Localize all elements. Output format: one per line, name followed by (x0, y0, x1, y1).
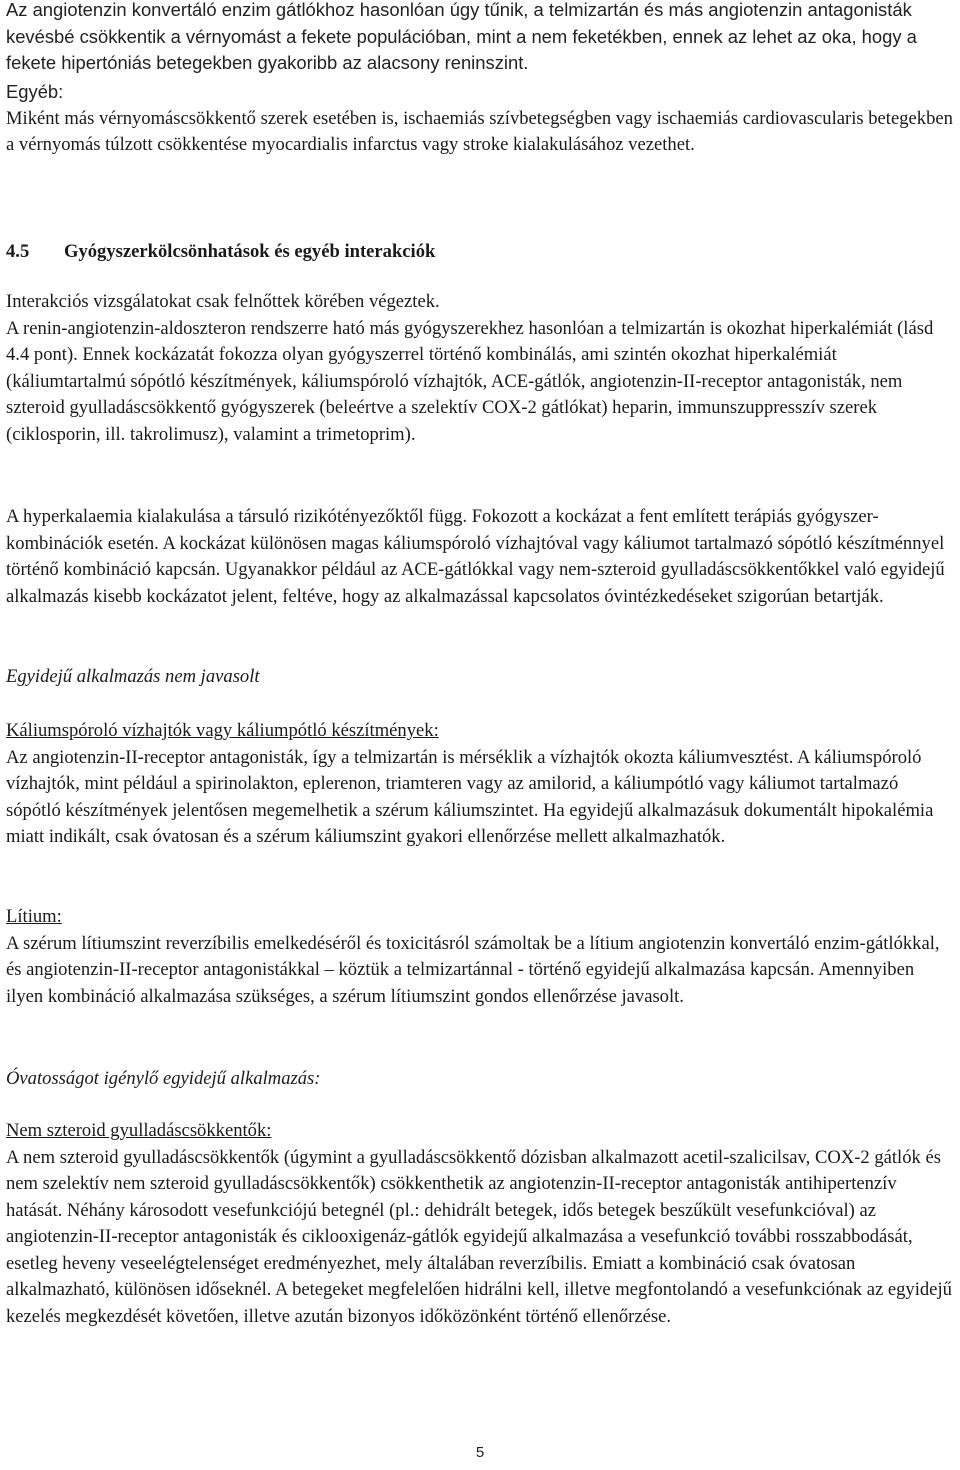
potassium-section (6, 718, 954, 851)
potassium-label: Káliumspóroló vízhajtók vagy káliumpótló készítmények: (6, 720, 439, 741)
nsaid-section (6, 1118, 954, 1330)
paragraph-hyperkalaemia: A hyperkalaemia kialakulása a társuló rizikótényezőktől függ. Fokozott a kockázat a fent említett terápiás gyógyszer-kombinációk esetén. A kockázat különösen magas káliumspóroló vízhajtóval vagy káliumot tartalmazó sópótló készítménnyel történő kombináció kapcsán. Ugyanakkor például az ACE-gátlókkal vagy nem-szteroid gyulladáscsökkentőkkel való egyidejű alkalmazás kisebb kockázatot jelent, feltéve, hogy az alkalmazással kapcsolatos óvintézkedéseket szigorúan betartják. (6, 506, 945, 607)
nsaid-label: Nem szteroid gyulladáscsökkentők: (6, 1120, 272, 1141)
lithium-section (6, 904, 954, 1010)
page-number: 5 (475, 1444, 485, 1461)
section-heading (6, 239, 954, 266)
caution-heading: Óvatosságot igénylő egyidejű alkalmazás: (6, 1068, 321, 1089)
paragraph-hyperkalemia-risk: A renin-angiotenzin-aldoszteron rendszerre ható más gyógyszerekhez hasonlóan a telmizartán is okozhat hiperkalémiát (lásd 4.4 pont). Ennek kockázatát fokozza olyan gyógyszerrel történő kombinálás, ami szintén okozhat hiperkalémiát (káliumtartalmú sópótló készítmények, káliumspóroló vízhajtók, ACE-gátlók, angiotenzin-II-receptor antagonisták, nem szteroid gyulladáscsökkentő gyógyszerek (beleértve a szelektív COX-2 gátlókat) heparin, immunszuppresszív szerek (ciklosporin, ill. takrolimusz), valamint a trimetoprim). (6, 317, 934, 445)
not-recommended-heading: Egyidejű alkalmazás nem javasolt (6, 666, 260, 687)
potassium-paragraph: Az angiotenzin-II-receptor antagonisták, így a telmizartán is mérséklik a vízhajtók okozta káliumvesztést. A káliumspóroló vízhajtók, mint például a spirinolakton, eplerenon, triamteren vagy az amilorid, a káliumpótló vagy káliumot tartalmazó sópótló készítmények jelentősen megemelhetik a szérum káliumszintet. Ha egyidejű alkalmazásuk dokumentált hipokalémia miatt indikált, csak óvatosan és a szérum káliumszint gyakori ellenőrzése mellett alkalmazhatók. (6, 746, 934, 847)
paragraph-adults-only: Interakciós vizsgálatokat csak felnőttek körében végeztek. (6, 291, 440, 312)
lithium-label: Lítium: (6, 906, 62, 927)
other-section (6, 79, 954, 159)
other-paragraph: Miként más vérnyomáscsökkentő szerek esetében is, ischaemiás szívbetegségben vagy ischaemiás cardiovascularis betegekben a vérnyomás túlzott csökkentése myocardialis infarctus vagy stroke kialakulásához vezethet. (6, 107, 953, 155)
interaction-intro (6, 289, 954, 448)
lithium-paragraph: A szérum lítiumszint reverzíbilis emelkedéséről és toxicitásról számoltak be a lítium angiotenzin konvertáló enzim-gátlókkal, és angiotenzin-II-receptor antagonistákkal – köztük a telmizartánnal - történő egyidejű alkalmazása kapcsán. Amennyiben ilyen kombináció alkalmazása szükséges, a szérum lítiumszint gondos ellenőrzése javasolt. (6, 932, 940, 1007)
nsaid-paragraph: A nem szteroid gyulladáscsökkentők (úgymint a gyulladáscsökkentő dózisban alkalmazott acetil-szalicilsav, COX-2 gátlók és nem szelektív nem szteroid gyulladáscsökkentők) csökkenthetik az angiotenzin-II-receptor antagonisták antihipertenzív hatását. Néhány károsodott vesefunkciójú betegnél (pl.: dehidrált betegek, idős betegek beszűkült vesefunkcióval) az angiotenzin-II-receptor antagonisták és ciklooxigenáz-gátlók egyidejű alkalmazása a vesefunkció további rosszabbodását, esetleg heveny veseelégtelenséget eredményezhet, mely általában reverzíbilis. Emiatt a kombináció csak óvatosan alkalmazható, különösen időseknél. A betegeket megfelelően hidrálni kell, illetve megfontolandó a vesefunkciónak az egyidejű kezelés megkezdését követően, illetve azután bizonyos időközönként történő ellenőrzése. (6, 1146, 952, 1327)
section-title: Gyógyszerkölcsönhatások és egyéb interakciók (64, 241, 436, 262)
intro-paragraph: Az angiotenzin konvertáló enzim gátlókhoz hasonlóan úgy tűnik, a telmizartán és más angiotenzin antagonisták kevésbé csökkentik a vérnyomást a fekete populációban, mint a nem feketékben, ennek az lehet az oka, hogy a fekete hipertóniás betegekben gyakoribb az alacsony reninszint. (6, 0, 917, 73)
other-label: Egyéb: (6, 81, 64, 102)
section-number: 4.5 (6, 241, 30, 262)
